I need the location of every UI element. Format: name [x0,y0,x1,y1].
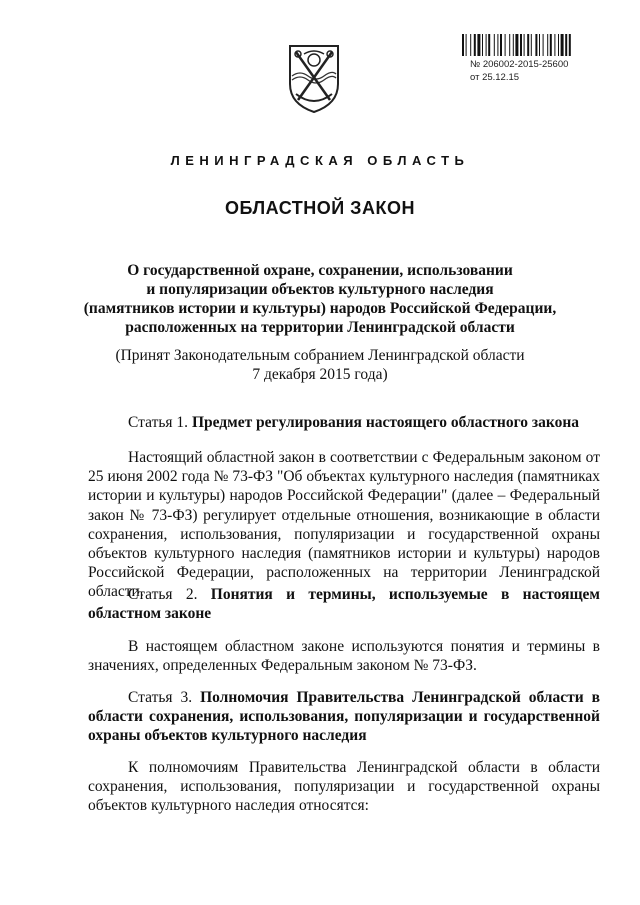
barcode-bar [527,34,529,56]
adoption-line: 7 декабря 2015 года) [252,366,388,383]
article-1-title: Предмет регулирования настоящего областного закона [191,414,580,431]
barcode-bar [543,34,544,56]
barcode-bar [524,34,525,56]
registration-number: № 206002-2015-25600 [470,59,569,70]
barcode-bar [515,34,518,56]
barcode-bar [505,34,506,56]
registration-block [470,58,568,84]
adoption-note [60,346,580,384]
barcode-bar [466,34,467,56]
barcode-bar [535,34,537,56]
barcode-bar [509,34,510,56]
article-2-text: В настоящем областном законе используются понятия и термины в значениях, определенных Федеральным законом № 73-ФЗ. [88,638,600,675]
barcode-bar [500,34,502,56]
barcode-bar [497,34,498,56]
barcode-bar [554,34,555,56]
article-2-heading [88,585,600,623]
barcode-bar [569,34,571,56]
barcode-bar [547,34,548,56]
title-line: расположенных на территории Ленинградской области [125,319,515,336]
article-2-prefix: Статья 2. [128,586,198,603]
title-line: О государственной охране, сохранении, использовании [127,262,513,279]
title-line: и популяризации объектов культурного наследия [146,281,494,298]
article-3-text: К полномочиям Правительства Ленинградской области в области сохранения, использования, популяризации и государственной охраны объектов культурного наследия относятся: [88,759,600,815]
barcode-bar [558,34,559,56]
barcode-icon [462,34,610,56]
coat-of-arms-icon [286,40,342,116]
article-2-title: Понятия и термины, используемые в настоящем областном законе [88,586,600,622]
registration-date: от 25.12.15 [470,72,520,83]
barcode-bar [550,34,552,56]
article-1-text: Настоящий областной закон в соответствии с Федеральным законом от 25 июня 2002 года № 73-ФЗ "Об объектах культурного наследия (памятниках истории и культуры) народов Российской Федерации" (далее – Федеральный закон № 73-ФЗ) регулирует отдельные отношения, возникающие в области сохранения, использования, популяризации и государственной охраны объектов культурного наследия (памятников истории и культуры) народов Российской Федерации, расположенных на территории Ленинградской области. [88,449,600,601]
barcode-bar [539,34,540,56]
barcode-bar [561,34,564,56]
document-type: ОБЛАСТНОЙ ЗАКОН [225,198,415,218]
barcode-bar [494,34,495,56]
law-title [60,261,580,337]
barcode-bar [513,34,514,56]
barcode-bar [474,34,476,56]
barcode-bar [470,34,471,56]
barcode-bar [486,34,487,56]
article-3-prefix: Статья 3. [128,689,193,706]
barcode-bar [520,34,522,56]
article-3-heading [88,688,600,745]
barcode-bar [531,34,532,56]
barcode-bar [565,34,567,56]
article-1-heading [88,413,600,432]
article-3-title: Полномочия Правительства Ленинградской области в области сохранения, использования, популяризации и государственной охраны объектов культурного наследия [88,689,600,744]
adoption-line: (Принят Законодательным собранием Ленинградской области [115,347,525,364]
barcode-bar [482,34,483,56]
title-line: (памятников истории и культуры) народов Российской Федерации, [83,300,557,317]
barcode-bar [477,34,480,56]
barcode-bar [488,34,490,56]
region-name: ЛЕНИНГРАДСКАЯ ОБЛАСТЬ [170,153,470,168]
barcode-bar [462,34,464,56]
article-1-prefix: Статья 1. [128,414,189,431]
